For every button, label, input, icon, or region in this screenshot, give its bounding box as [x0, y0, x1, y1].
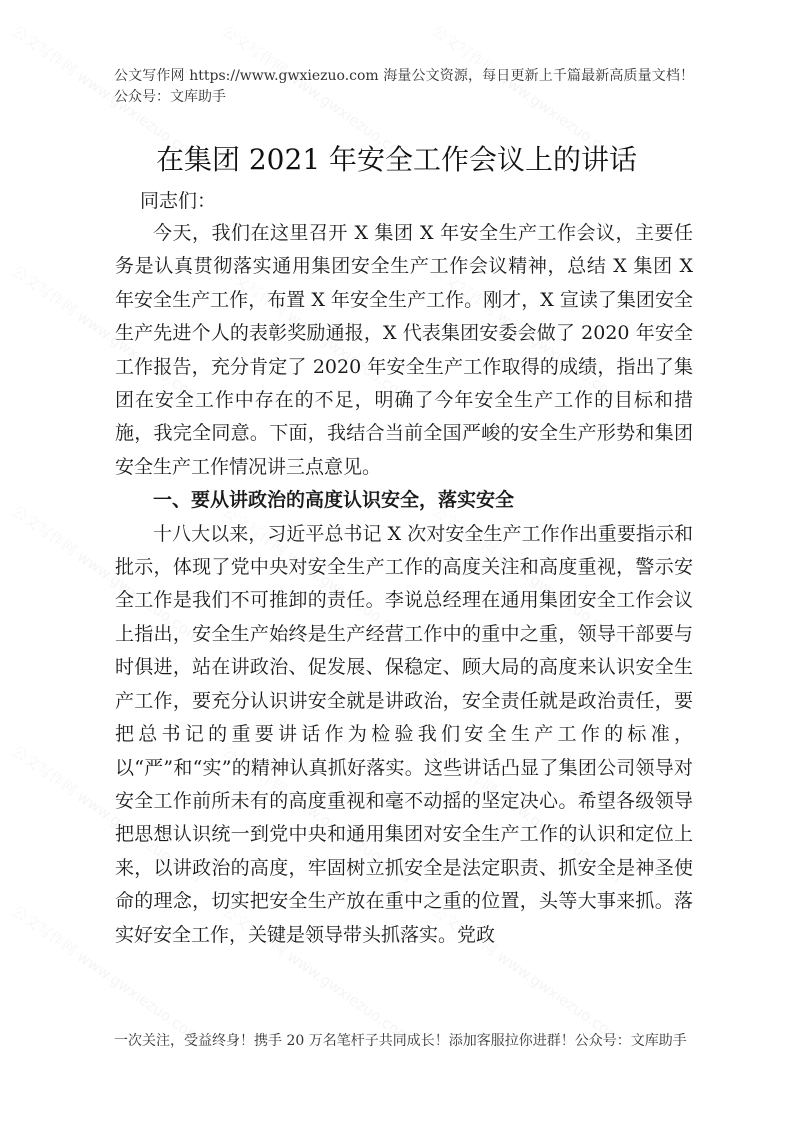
section-heading: 一、要从讲政治的高度认识安全，落实安全	[153, 489, 515, 512]
header-promo-note: 公文写作网 https://www.gwxiezuo.com 海量公文资源，每日更新上千篇最新高质量文档！ 公众号：文库助手	[114, 68, 694, 105]
paragraph: 今天，我们在这里召开 X 集团 X 年安全生产工作会议，主要任务是认真贯彻落实通用集团安全生产工作会议精神，总结 X 集团 X 年安全生产工作，布置 X 年安全生产工作。刚才，X 宣读了集团安全生产先进个人的表彰奖励通报，X 代表集团安委会做了 2020 年安全工作报告，充分肯定了 2020 年安全生产工作取得的成绩，指出了集团在安全工作中存在的不足，明确了今年安全生产工作的目标和措施，我完全同意。下面，我结合当前全国严峻的安全生产形势和集团安全生产工作情况讲三点意见。	[115, 222, 693, 478]
paragraph: 十八大以来，习近平总书记 X 次对安全生产工作作出重要指示和批示，体现了党中央对安全生产工作的高度关注和高度重视，警示安全工作是我们不可推卸的责任。李说总经理在通用集团安全工作会议上指出，安全生产始终是生产经营工作中的重中之重，领导干部要与时俱进，站在讲政治、促发展、保稳定、顾大局的高度来认识安全生产工作，要充分认识讲安全就是讲政治，安全责任就是政治责任，要把总书记的重要讲话作为检验我们安全生产工作的标准，以“严”和“实”的精神认真抓好落实。这些讲话凸显了集团公司领导对安全工作前所未有的高度重视和毫不动摇的坚定决心。希望各级领导把思想认识统一到党中央和通用集团对安全生产工作的认识和定位上来，以讲政治的高度，牢固树立抓安全是法定职责、抓安全是神圣使命的理念，切实把安全生产放在重中之重的位置，头等大事来抓。落实好安全工作，关键是领导带头抓落实。党政	[115, 522, 693, 946]
document-title: 在集团 2021 年安全工作会议上的讲话	[155, 143, 638, 176]
salutation: 同志们：	[140, 190, 217, 212]
footer-promo-note: 一次关注，受益终身！携手 20 万名笔杆子共同成长！添加客服拉你进群！公众号：文库助手	[114, 1033, 687, 1049]
document-body	[115, 217, 693, 952]
